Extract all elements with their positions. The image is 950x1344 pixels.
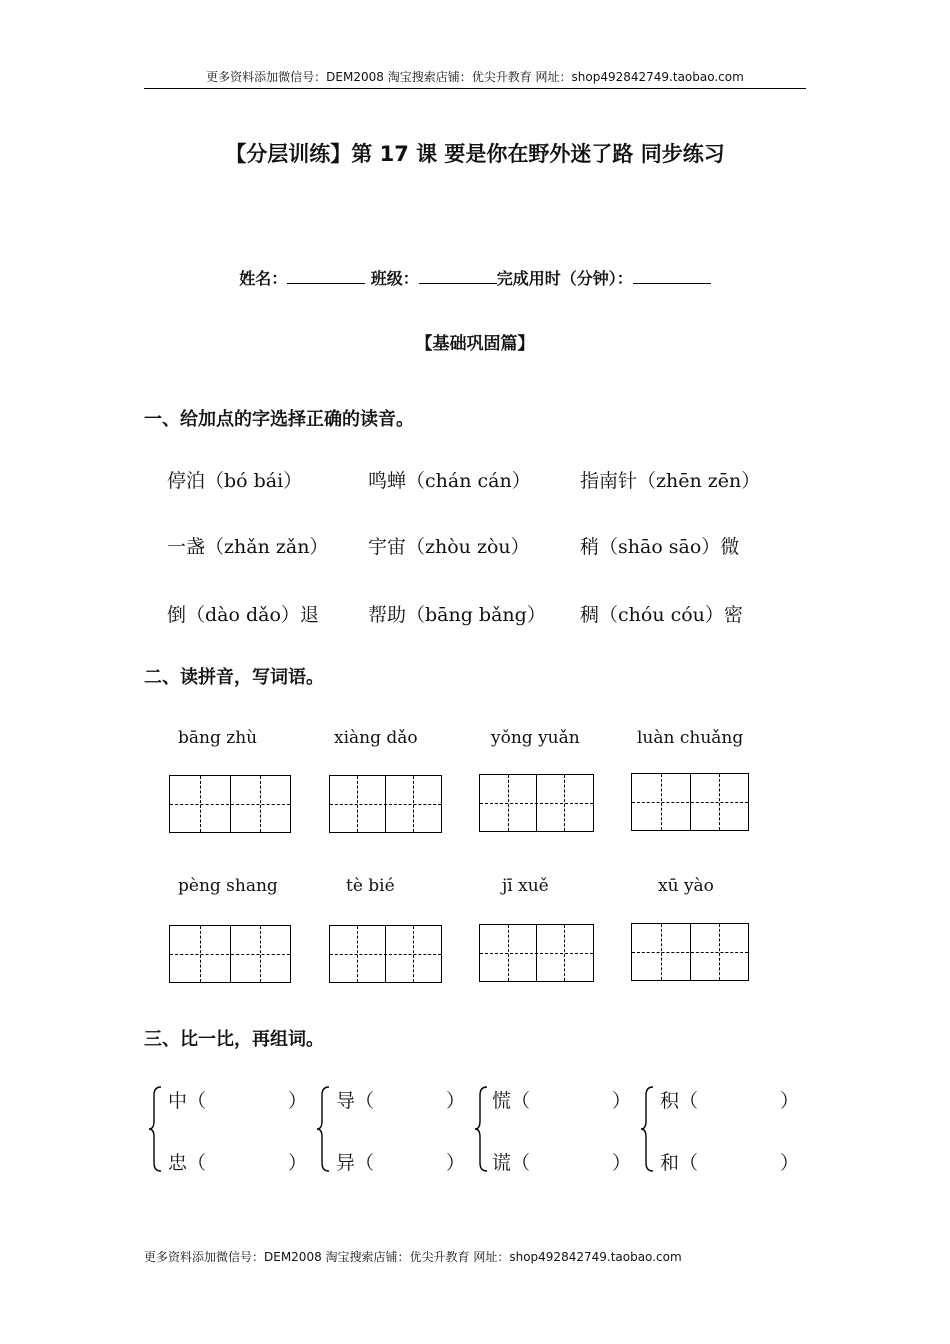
- section-subtitle: 【基础巩固篇】: [415, 334, 535, 354]
- section3-heading: 三、比一比，再组词。: [144, 1029, 324, 1050]
- pinyin-label: yǒng yuǎn: [491, 728, 580, 748]
- pronunciation-item: 停泊（bó bái）: [167, 470, 303, 492]
- pinyin-label: xiàng dǎo: [334, 728, 418, 748]
- close-paren: ）: [288, 1090, 308, 1112]
- writing-grid[interactable]: [329, 775, 442, 833]
- pinyin-label: jī xuě: [502, 876, 549, 896]
- writing-grid[interactable]: [169, 775, 291, 833]
- page-title: 【分层训练】第 17 课 要是你在野外迷了路 同步练习: [225, 142, 725, 166]
- close-paren: ）: [780, 1152, 800, 1174]
- pronunciation-item: 鸣蝉（chán cán）: [368, 470, 531, 492]
- pronunciation-item: 稠（chóu cóu）密: [580, 604, 743, 626]
- writing-grid[interactable]: [169, 925, 291, 983]
- brace-icon: [474, 1085, 490, 1173]
- compare-char: 中（: [168, 1090, 207, 1112]
- brace-icon: [640, 1085, 656, 1173]
- writing-grid[interactable]: [631, 773, 749, 831]
- writing-grid[interactable]: [479, 774, 594, 832]
- page-footer: 更多资料添加微信号：DEM2008 淘宝搜索店铺：优尖升教育 网址：shop492842749.taobao.com: [144, 1250, 682, 1264]
- time-label: 完成用时（分钟）：: [496, 269, 633, 288]
- pronunciation-item: 一盏（zhǎn zǎn）: [167, 536, 329, 558]
- pronunciation-item: 指南针（zhēn zēn）: [580, 470, 761, 492]
- pronunciation-item: 稍（shāo sāo）微: [580, 536, 740, 558]
- pinyin-label: luàn chuǎng: [637, 728, 744, 748]
- pronunciation-item: 帮助（bāng bǎng）: [368, 604, 546, 626]
- section1-heading: 一、给加点的字选择正确的读音。: [144, 409, 414, 430]
- close-paren: ）: [446, 1152, 466, 1174]
- compare-char: 谎（: [492, 1152, 531, 1174]
- student-info-line: [0, 266, 950, 289]
- close-paren: ）: [446, 1090, 466, 1112]
- brace-icon: [316, 1085, 332, 1173]
- section2-heading: 二、读拼音，写词语。: [144, 667, 324, 688]
- pinyin-label: bāng zhù: [178, 728, 258, 748]
- close-paren: ）: [612, 1090, 632, 1112]
- time-blank[interactable]: [633, 269, 711, 284]
- compare-char: 导（: [336, 1090, 375, 1112]
- page-header: 更多资料添加微信号：DEM2008 淘宝搜索店铺：优尖升教育 网址：shop492842749.taobao.com: [206, 70, 744, 84]
- writing-grid[interactable]: [329, 925, 442, 983]
- pronunciation-item: 倒（dào dǎo）退: [167, 604, 319, 626]
- pinyin-label: xū yào: [658, 876, 714, 896]
- brace-icon: [148, 1085, 164, 1173]
- pinyin-label: pèng shang: [178, 876, 278, 896]
- close-paren: ）: [288, 1152, 308, 1174]
- close-paren: ）: [780, 1090, 800, 1112]
- compare-char: 积（: [660, 1090, 699, 1112]
- writing-grid[interactable]: [479, 924, 594, 982]
- writing-grid[interactable]: [631, 923, 749, 981]
- name-label: 姓名：: [239, 269, 288, 288]
- name-blank[interactable]: [287, 269, 365, 284]
- compare-char: 慌（: [492, 1090, 531, 1112]
- pronunciation-item: 宇宙（zhòu zòu）: [368, 536, 530, 558]
- header-divider: [144, 88, 806, 89]
- compare-char: 异（: [336, 1152, 375, 1174]
- close-paren: ）: [612, 1152, 632, 1174]
- class-blank[interactable]: [419, 269, 497, 284]
- class-label: 班级：: [365, 269, 419, 288]
- compare-char: 和（: [660, 1152, 699, 1174]
- pinyin-label: tè bié: [346, 876, 395, 896]
- compare-char: 忠（: [168, 1152, 207, 1174]
